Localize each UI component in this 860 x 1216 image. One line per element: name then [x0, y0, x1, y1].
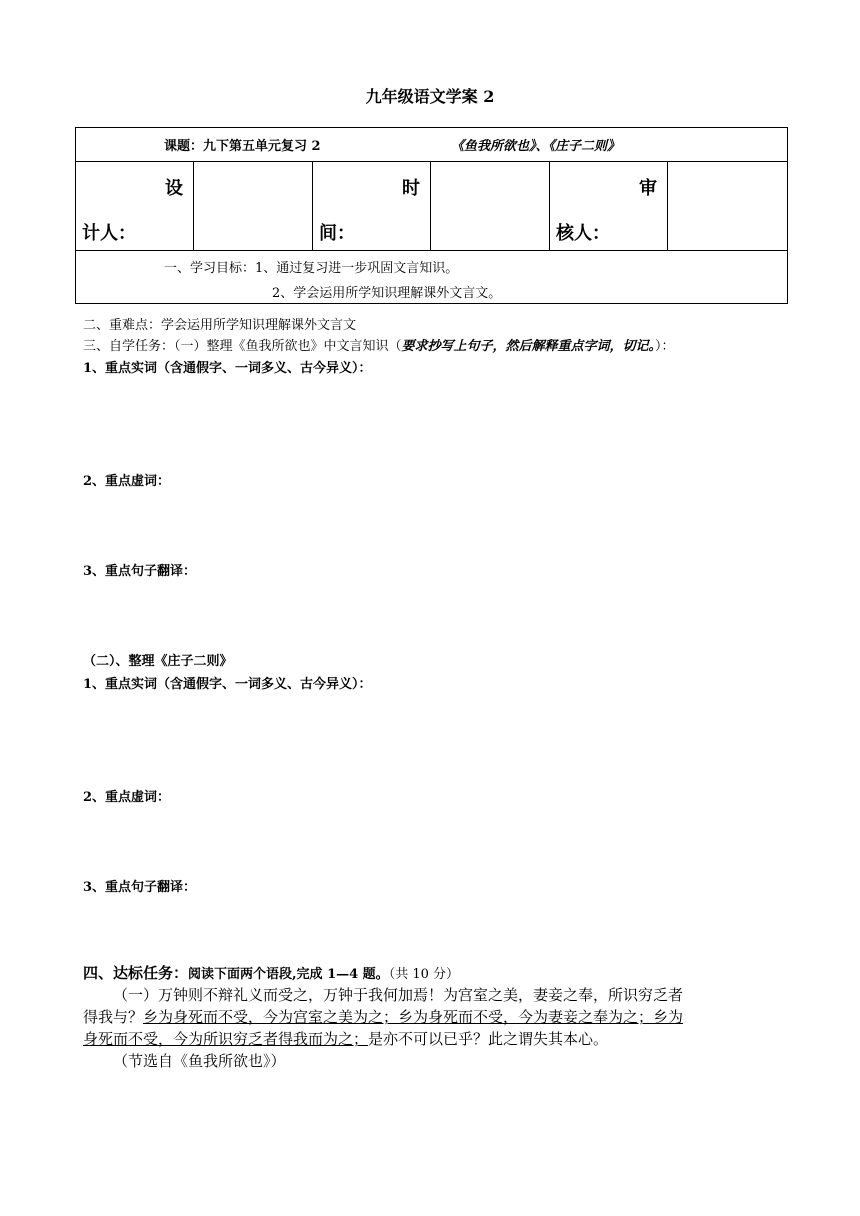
topic-row	[76, 128, 788, 162]
part1-item-sentence-translation: 3、重点句子翻译：	[83, 564, 197, 579]
part1-item-function-words: 2、重点虚词：	[83, 474, 171, 489]
reviewer-label-top: 审	[639, 178, 657, 199]
section4-title: 四、达标任务：	[83, 964, 189, 982]
reading-passage	[83, 984, 783, 1072]
passage-line-3-plain: 是亦不可以已乎？此之谓失其本心。	[368, 1030, 609, 1048]
passage-source: （节选自《鱼我所欲也》）	[113, 1052, 286, 1070]
part2-item-content-words: 1、重点实词（含通假字、一词多义、古今异义）：	[83, 677, 372, 692]
part1-item-content-words: 1、重点实词（含通假字、一词多义、古今异义）：	[83, 361, 372, 376]
document-title: 九年级语文学案 2	[365, 87, 495, 106]
header-table	[75, 127, 788, 304]
section4-score: （共 10 分）	[388, 967, 459, 982]
reviewer-label-cell	[550, 162, 668, 251]
section2-key-points: 二、重难点：学会运用所学知识理解课外文言文	[83, 318, 357, 333]
topic-label: 课题：九下第五单元复习 2	[164, 139, 321, 154]
topic-cell	[76, 128, 788, 162]
passage-line-2-plain: 得我与？	[83, 1008, 144, 1026]
part2-item-sentence-translation: 3、重点句子翻译：	[83, 880, 197, 895]
section3-heading	[83, 335, 675, 354]
passage-line-2	[83, 1006, 783, 1028]
section3-instruction: 要求抄写上句子，然后解释重点字词，切记。	[401, 339, 656, 354]
designer-value-cell[interactable]	[194, 162, 313, 251]
meta-row	[76, 162, 788, 251]
learning-goal-2: 2、学会运用所学知识理解课外文言文。	[272, 286, 502, 301]
time-value-cell[interactable]	[431, 162, 550, 251]
time-label-cell	[313, 162, 431, 251]
learning-goal-1: 一、学习目标：1、通过复习进一步巩固文言知识。	[164, 261, 459, 276]
topic-texts: 《鱼我所欲也》、《庄子二则》	[451, 139, 621, 154]
section3-suffix: ）：	[655, 339, 675, 354]
passage-line-1: （一）万钟则不辩礼义而受之，万钟于我何加焉！为宫室之美，妻妾之奉，所识穷乏者	[113, 986, 684, 1004]
section3-prefix: 三、自学任务：（一）整理《鱼我所欲也》中文言知识（	[83, 339, 402, 354]
reviewer-value-cell[interactable]	[668, 162, 788, 251]
section4-instruction: 阅读下面两个语段,完成 1—4 题。	[188, 967, 389, 982]
time-label-bottom: 间：	[319, 223, 355, 244]
designer-label-bottom: 计人：	[82, 223, 136, 244]
passage-line-3-underlined: 身死而不受，今为所识穷乏者得我而为之；	[83, 1030, 369, 1048]
passage-line-3	[83, 1028, 783, 1050]
designer-label-top: 设	[165, 178, 183, 199]
reviewer-label-bottom: 核人：	[556, 223, 610, 244]
time-label-top: 时	[402, 178, 420, 199]
designer-label-cell	[76, 162, 194, 251]
section4-heading	[83, 962, 459, 983]
part2-heading: （二）、整理《庄子二则》	[83, 654, 233, 669]
goals-cell	[76, 251, 788, 304]
goals-row	[76, 251, 788, 304]
passage-line-2-underlined: 乡为身死而不受，今为宫室之美为之；乡为身死而不受，今为妻妾之奉为之；乡为	[143, 1008, 684, 1026]
part2-item-function-words: 2、重点虚词：	[83, 790, 171, 805]
